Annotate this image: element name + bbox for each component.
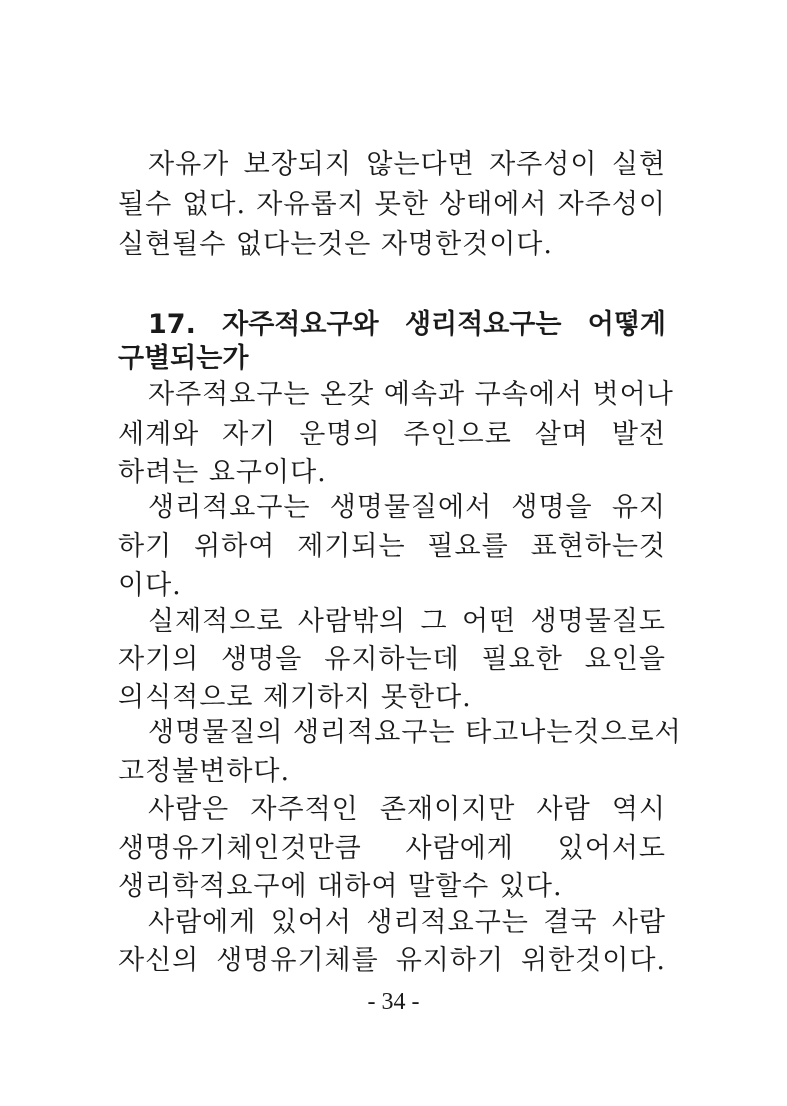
text-line: 실제적으로 사람밖의 그 어떤 생명물질도 (148, 606, 666, 637)
text-line: 생리적요구는 생명물질에서 생명을 유지 (148, 492, 666, 523)
text-line: 사람은 자주적인 존재이지만 사람 역시 (148, 794, 666, 825)
section-heading-line: 17. 자주적요구와 생리적요구는 어떻게 (148, 309, 666, 340)
text-line: 자신의 생명유기체를 유지하기 위한것이다. (118, 945, 666, 976)
text-line: 하기 위하여 제기되는 필요를 표현하는것 (118, 531, 666, 562)
text-line: 자주적요구는 온갖 예속과 구속에서 벗어나 (148, 379, 674, 410)
text-line: 될수 없다. 자유롭지 못한 상태에서 자주성이 (118, 189, 666, 220)
text-line: 생명물질의 생리적요구는 타고나는것으로서 (148, 717, 682, 748)
text-line: 하려는 요구이다. (118, 457, 327, 488)
text-line: 고정불변하다. (118, 756, 291, 787)
text-line: 실현될수 없다는것은 자명한것이다. (118, 229, 553, 260)
text-line: 자기의 생명을 유지하는데 필요한 요인을 (118, 644, 666, 675)
page-number: - 34 - (367, 989, 420, 1015)
text-line: 이다. (118, 570, 182, 601)
text-line: 의식적으로 제기하지 못한다. (118, 682, 472, 713)
section-heading-line: 구별되는가 (118, 343, 249, 374)
text-line: 생리학적요구에 대하여 말할수 있다. (118, 871, 563, 902)
text-line: 세계와 자기 운명의 주인으로 살며 발전 (118, 419, 666, 450)
text-line: 자유가 보장되지 않는다면 자주성이 실현 (148, 149, 666, 180)
text-line: 사람에게 있어서 생리적요구는 결국 사람 (148, 907, 666, 938)
text-line: 생명유기체인것만큼 사람에게 있어서도 (118, 833, 666, 864)
